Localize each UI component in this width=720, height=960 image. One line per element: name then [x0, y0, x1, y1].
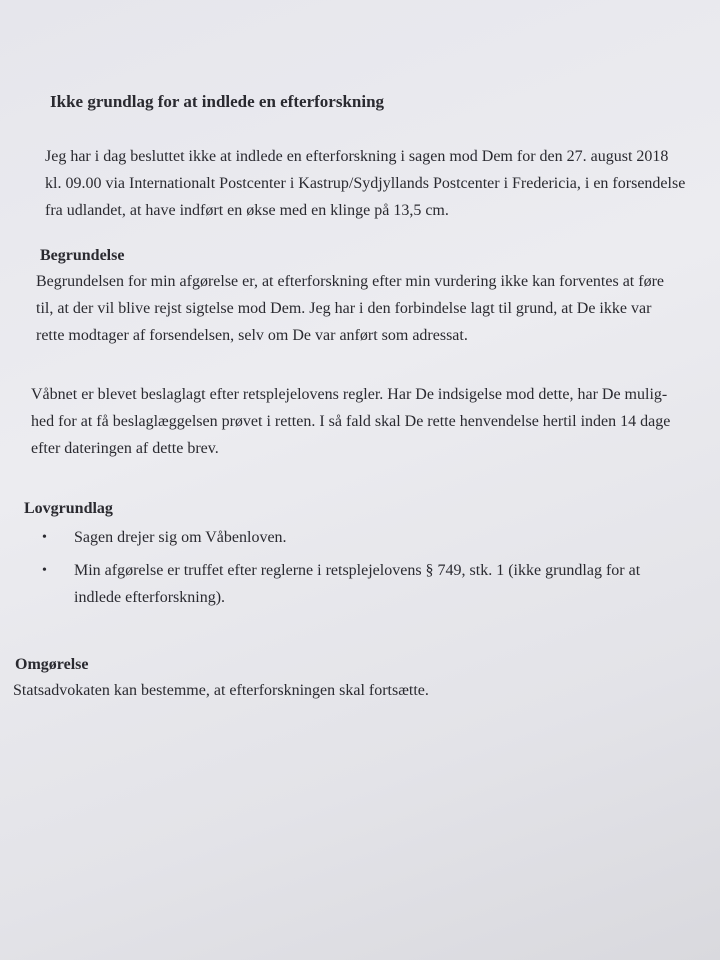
begrundelse-paragraph [36, 268, 686, 349]
intro-line: kl. 09.00 via Internationalt Postcenter i Kastrup/Sydjyllands Postcenter i Fredericia, i en forsendelse [45, 175, 686, 192]
intro-line: fra udlandet, at have indført en økse med en klinge på 13,5 cm. [45, 202, 449, 219]
begrundelse-line: Begrundelsen for min afgørelse er, at efterforskning efter min vurdering ikke kan forventes at føre [36, 273, 665, 290]
bullet-icon: • [42, 563, 47, 578]
intro-line: Jeg har i dag besluttet ikke at indlede en efterforskning i sagen mod Dem for den 27. august 2018 [45, 148, 669, 165]
section-heading-omgoerelse: Omgørelse [15, 656, 89, 673]
begrundelse-line: rette modtager af forsendelsen, selv om De var anført som adressat. [36, 327, 468, 344]
intro-paragraph [45, 143, 685, 224]
omgoerelse-paragraph [13, 677, 429, 704]
bullet-icon: • [42, 530, 47, 545]
document-title: Ikke grundlag for at indlede en efterforskning [50, 92, 385, 111]
list-item [40, 557, 720, 611]
list-item [40, 524, 720, 551]
seizure-line: hed for at få beslaglæggelsen prøvet i retten. I så fald skal De rette henvendelse hertil inden 14 dage [31, 413, 671, 430]
section-heading-lovgrundlag: Lovgrundlag [24, 500, 113, 517]
seizure-paragraph [31, 381, 691, 462]
list-item-line: Sagen drejer sig om Våbenloven. [74, 529, 287, 546]
list-item-line: indlede efterforskning). [74, 589, 226, 606]
omgoerelse-line: Statsadvokaten kan bestemme, at efterforskningen skal fortsætte. [13, 682, 429, 699]
list-item-line: Min afgørelse er truffet efter reglerne i retsplejelovens § 749, stk. 1 (ikke grundlag for at [74, 562, 641, 579]
section-heading-begrundelse: Begrundelse [40, 247, 125, 264]
lovgrundlag-list [40, 524, 720, 617]
begrundelse-line: til, at der vil blive rejst sigtelse mod Dem. Jeg har i den forbindelse lagt til grund, at De ikke var [36, 300, 652, 317]
seizure-line: efter dateringen af dette brev. [31, 440, 219, 457]
seizure-line: Våbnet er blevet beslaglagt efter retsplejelovens regler. Har De indsigelse mod dette, har De mulig- [31, 386, 668, 403]
